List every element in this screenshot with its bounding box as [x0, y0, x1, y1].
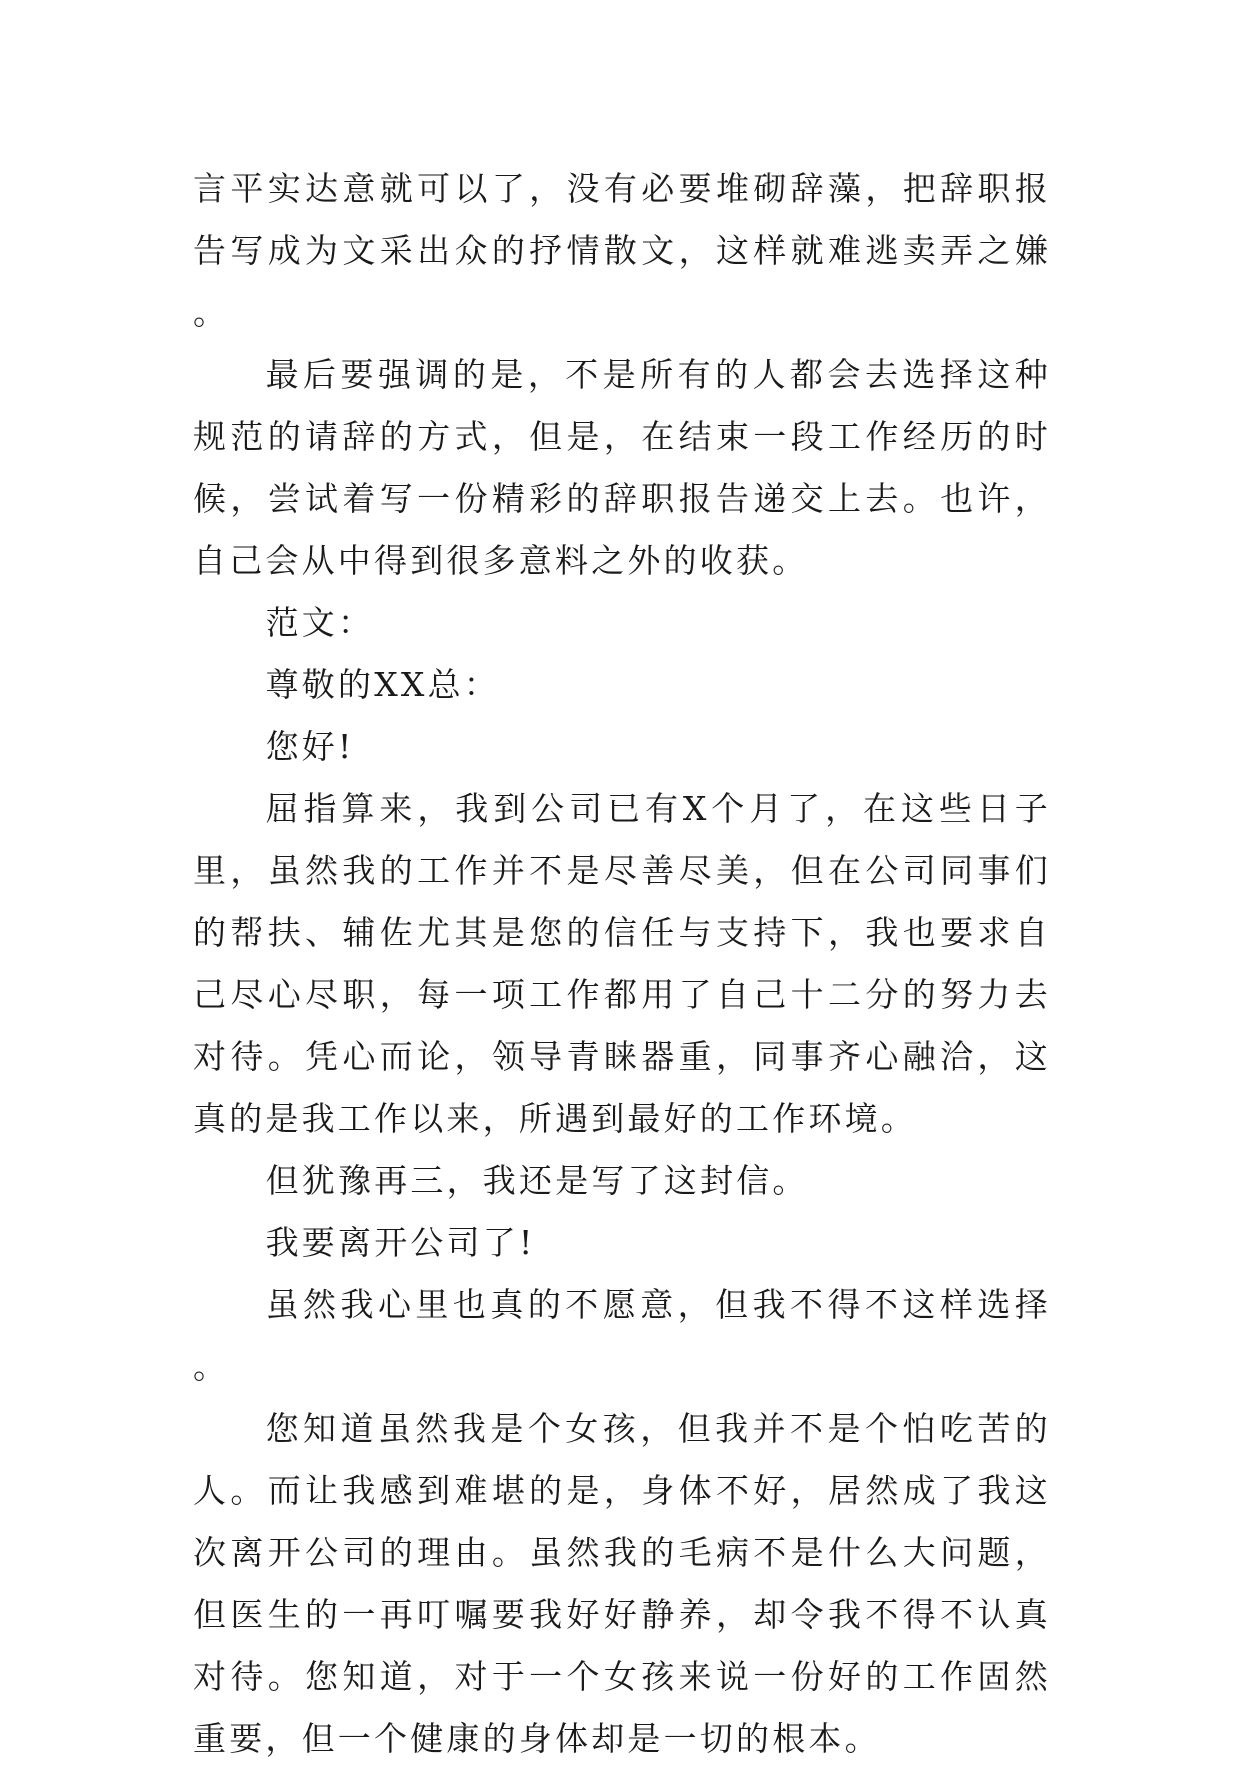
document-body: [193, 158, 1051, 1770]
paragraph-10: 您知道虽然我是个女孩，但我并不是个怕吃苦的人。而让我感到难堪的是，身体不好，居然成了我这次离开公司的理由。虽然我的毛病不是什么大问题，但医生的一再叮嘱要我好好静养，却令我不得不认真对待。您知道，对于一个女孩来说一份好的工作固然重要，但一个健康的身体却是一切的根本。: [193, 1409, 1051, 1758]
greeting: 您好!: [265, 727, 355, 766]
paragraph-1: 言平实达意就可以了，没有必要堆砌辞藻，把辞职报告写成为文采出众的抒情散文，这样就难逃卖弄之嫌。: [193, 169, 1051, 332]
paragraph-6: 屈指算来，我到公司已有X个月了，在这些日子里，虽然我的工作并不是尽善尽美，但在公司同事们的帮扶、辅佐尤其是您的信任与支持下，我也要求自己尽心尽职，每一项工作都用了自己十二分的努力去对待。凭心而论，领导青睐器重，同事齐心融洽，这真的是我工作以来，所遇到最好的工作环境。: [193, 789, 1051, 1138]
paragraph-8: 我要离开公司了!: [265, 1223, 536, 1262]
paragraph-9: 虽然我心里也真的不愿意，但我不得不这样选择。: [193, 1285, 1051, 1386]
paragraph-2: 最后要强调的是，不是所有的人都会去选择这种规范的请辞的方式，但是，在结束一段工作经历的时候，尝试着写一份精彩的辞职报告递交上去。也许，自己会从中得到很多意料之外的收获。: [193, 355, 1051, 580]
paragraph-3: 范文：: [265, 603, 375, 642]
salutation: 尊敬的XX总：: [265, 665, 500, 704]
paragraph-7: 但犹豫再三，我还是写了这封信。: [265, 1161, 809, 1200]
